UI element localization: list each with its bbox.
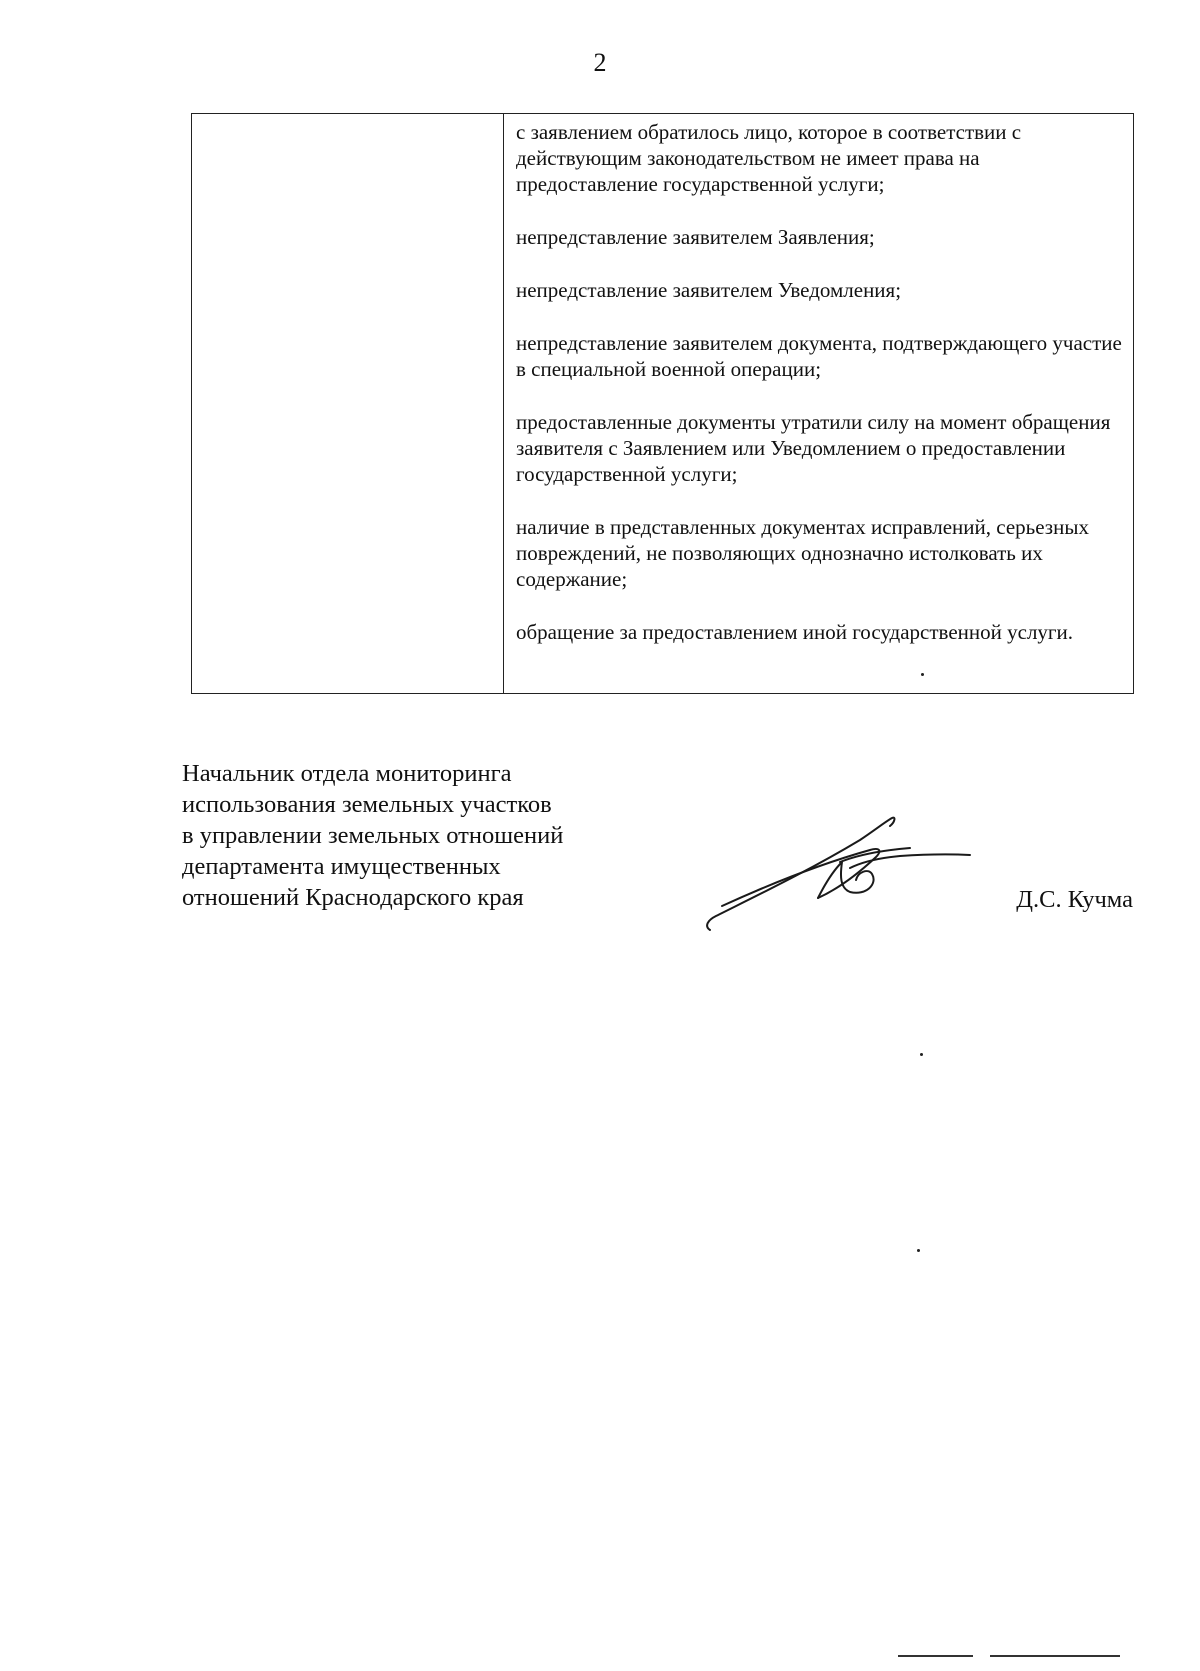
- ground-item: непредставление заявителем документа, подтверждающего участие в специальной военной операции;: [516, 331, 1122, 381]
- table-left-cell: [192, 114, 504, 694]
- handwritten-signature-icon: [700, 810, 1000, 940]
- ground-item: с заявлением обратилось лицо, которое в соответствии с действующим законодательством не имеет права на предоставление государственной услуги;: [516, 120, 1022, 196]
- footer-rule: [990, 1655, 1120, 1657]
- position-line: департамента имущественных: [182, 853, 501, 880]
- ground-item: наличие в представленных документах исправлений, серьезных повреждений, не позволяющих однозначно истолковать их содержание;: [516, 515, 1089, 591]
- scan-speck: [917, 1249, 920, 1252]
- ground-item: непредставление заявителем Заявления;: [516, 225, 875, 249]
- position-line: Начальник отдела мониторинга: [182, 760, 512, 787]
- footer-rule: [898, 1655, 973, 1657]
- ground-item: обращение за предоставлением иной государственной услуги.: [516, 620, 1074, 644]
- ground-item: предоставленные документы утратили силу на момент обращения заявителя с Заявлением или Уведомлением о предоставлении государственной услуги;: [516, 410, 1111, 486]
- position-line: в управлении земельных отношений: [182, 822, 564, 849]
- grounds-table: [191, 113, 1134, 694]
- scan-speck: [921, 673, 924, 676]
- table-row: [192, 114, 1134, 694]
- position-line: отношений Краснодарского края: [182, 884, 524, 911]
- ground-item: непредставление заявителем Уведомления;: [516, 278, 902, 302]
- position-line: использования земельных участков: [182, 791, 552, 818]
- page-number: 2: [593, 48, 607, 77]
- table-right-cell: [504, 114, 1134, 694]
- scan-speck: [920, 1053, 923, 1056]
- signatory-position: [182, 758, 563, 913]
- signatory-name: Д.С. Кучма: [1016, 886, 1133, 913]
